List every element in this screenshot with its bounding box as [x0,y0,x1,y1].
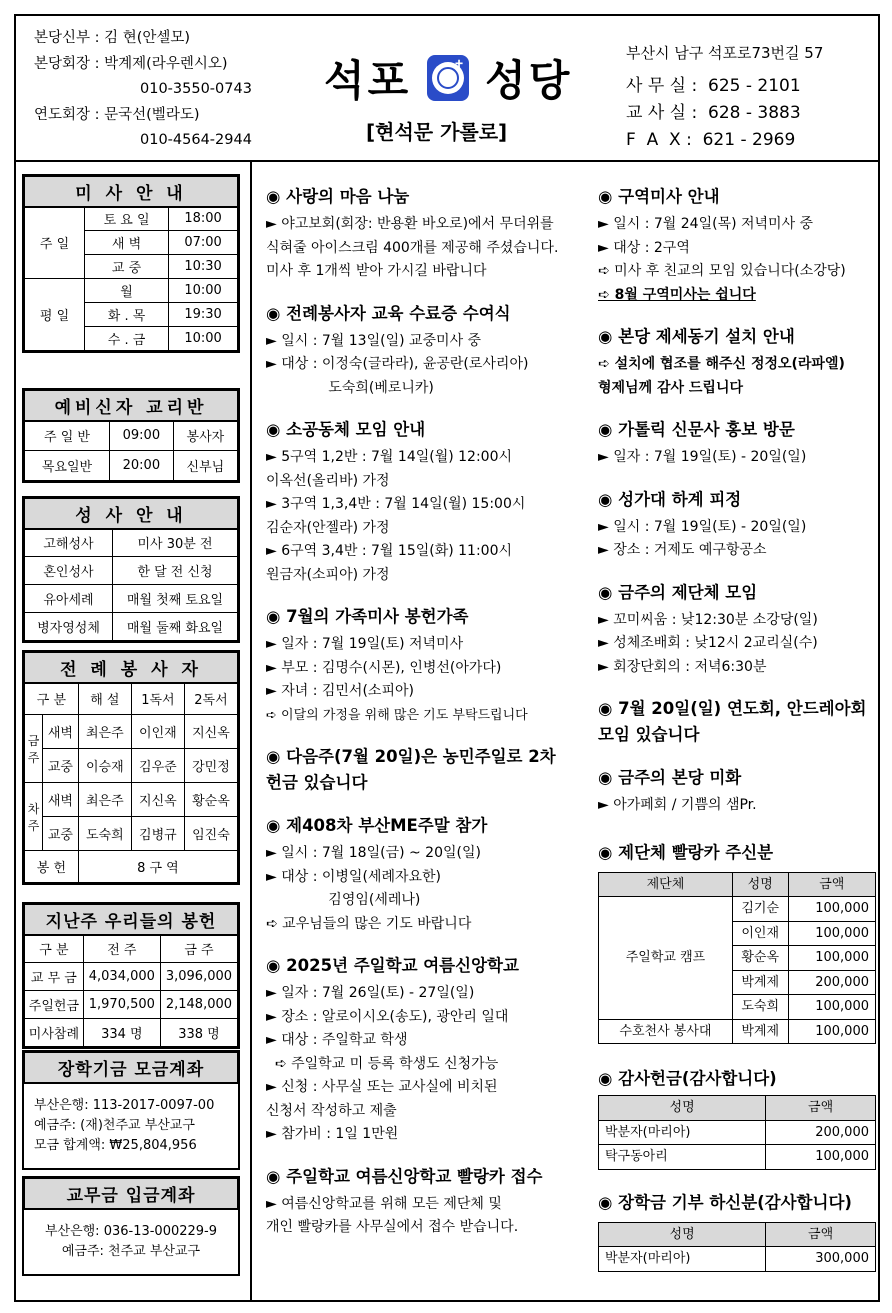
title-right: 성당 [485,56,573,105]
table-cell: 황순옥 [732,946,788,971]
notice-line: ► 일시 : 7월 19일(토) - 20일(일) [598,518,807,535]
notice [266,1164,566,1240]
notice-line: ➪ 주일학교 미 등록 학생도 신청가능 [266,1055,499,1072]
notice-line: 도숙희(베로니카) [266,379,434,396]
servers-head: 2독서 [184,683,237,715]
mass-cell: 18:00 [169,207,238,231]
patron-subtitle: [현석문 가롤로] [366,120,508,144]
middle-column [266,184,566,1257]
notice-line: ➪ 미사 후 친교의 모임 있습니다(소강당) [598,263,846,279]
notice-heading: ◉ 제단체 빨랑카 주신분 [598,842,774,862]
offering-cell: 2,148,000 [160,991,237,1019]
table-cell: 100,000 [788,921,875,946]
offering-title: 지난주 우리들의 봉헌 [25,905,238,935]
table-head: 금액 [788,872,875,897]
catechumen-cell: 목요일반 [25,451,110,481]
notice-line: 식혀줄 아이스크림 400개를 제공해 주셨습니다. [266,239,559,256]
acct-line: 부산은행: 036-13-000229-9 [44,1223,218,1239]
offering-cell: 338 명 [160,1019,237,1047]
sacrament-info [22,496,240,643]
mass-cell: 10:00 [169,279,238,303]
mass-cell: 10:00 [169,327,238,351]
table-cell: 300,000 [766,1247,876,1272]
server-cell: 새벽 [43,715,79,749]
offering-cell: 교 무 금 [25,963,84,991]
notice-heading: ◉ 감사헌금(감사합니다) [598,1069,777,1088]
notice-line: ► 자녀 : 김민서(소피아) [266,683,414,699]
table-cell: 박분자(마리아) [599,1247,766,1272]
church-acct-body [24,1210,238,1274]
notice-heading: ◉ 소공동체 모임 안내 [266,420,426,439]
notice-line: 이옥선(올리바) 가정 [266,472,390,489]
notice-line: ► 부모 : 김명수(시몬), 인병선(아가다) [266,659,502,676]
notice [598,765,878,818]
notice [266,604,566,727]
notice-line: ► 회장단회의 : 저녁6:30분 [598,658,767,675]
mass-cell: 수 . 금 [85,327,169,351]
table-cell: 김기순 [732,897,788,922]
notice-line: ► 대상 : 주일학교 학생 [266,1032,408,1048]
notice [266,184,566,284]
pastor: 본당신부 : 김 현(안셀모) [34,30,191,46]
notice-line: ► 일자 : 7월 19일(토) - 20일(일) [598,449,807,465]
contact-info [626,42,823,154]
fax: F A X : 621 - 2969 [626,130,796,150]
mass-cell: 교 중 [85,255,169,279]
offering-zone: 8 구 역 [78,851,237,883]
server-cell: 지신옥 [131,783,184,817]
notice-line: ► 장소 : 알로이시오(송도), 광안리 일대 [266,1008,509,1025]
notice-heading: ◉ 주일학교 여름신앙학교 빨랑카 접수 [266,1166,543,1186]
notice-line: ► 야고보회(회장: 반용환 바오로)에서 무더위를 [266,216,554,232]
notice-heading: ◉ 가톨릭 신문사 홍보 방문 [598,420,795,439]
sacrament-cell: 한 달 전 신청 [113,557,238,585]
catechumen-cell: 09:00 [109,421,173,451]
notice-heading: ◉ 사랑의 마음 나눔 [266,187,410,206]
next-week-label: 차주 [25,783,43,851]
notice-line: ► 5구역 1,2반 : 7월 14일(월) 12:00시 [266,449,513,465]
notice-line: ► 꼬미씨움 : 낮12:30분 소강당(일) [598,611,818,628]
offering-cell: 미사참례 [25,1019,84,1047]
table-cell: 박계제 [732,1019,788,1044]
table-cell: 200,000 [766,1120,876,1145]
notice-line: ► 참가비 : 1일 1만원 [266,1126,399,1142]
server-cell: 김우준 [131,749,184,783]
notice-line: ► 장소 : 거제도 예구항공소 [598,542,767,558]
acct-line: 모금 합계액: ₩25,804,956 [34,1137,197,1153]
table-cell: 100,000 [788,946,875,971]
notice-heading: ◉ 구역미사 안내 [598,187,720,206]
sacrament-cell: 혼인성사 [25,557,113,585]
mass-cell: 월 [85,279,169,303]
group-name: 주일학교 캠프 [599,897,733,1020]
notice-line: ► 신청 : 사무실 또는 교사실에 비치된 [266,1079,498,1095]
server-cell: 도숙희 [78,817,131,851]
offering-head: 구 분 [25,935,84,963]
table-head: 금액 [766,1096,876,1121]
office-phone: 사 무 실 : 625 - 2101 [626,76,801,96]
chairman: 본당회장 : 박계제(라우렌시오) [34,55,228,72]
church-title [324,48,572,108]
offering-cell: 주일헌금 [25,991,84,1019]
notice-heading: ◉ 7월의 가족미사 봉헌가족 [266,607,469,626]
notice-heading: ◉ 본당 제세동기 설치 안내 [598,327,795,346]
staff-info [34,26,252,154]
chairman-phone: 010-3550-0743 [140,81,252,97]
table-cell: 이인재 [732,921,788,946]
table-cell: 100,000 [766,1145,876,1170]
offering-cell: 3,096,000 [160,963,237,991]
table-cell: 100,000 [788,1019,875,1044]
title-left: 석포 [324,56,412,105]
notice-line: ► 대상 : 이병일(세례자요한) [266,868,441,885]
notice-heading: ◉ 장학금 기부 하신분(감사합니다) [598,1192,852,1212]
group-name: 수호천사 봉사대 [599,1019,733,1044]
notice-line: ► 일자 : 7월 26일(토) - 27일(일) [266,985,475,1001]
table-cell: 탁구동아리 [599,1145,766,1170]
liturgy-servers [22,650,240,885]
scholarship-acct-body [24,1084,238,1168]
notice-line: ► 일시 : 7월 18일(금) ~ 20일(일) [266,845,481,861]
server-cell: 임진숙 [184,817,237,851]
notice [266,301,566,401]
table-cell: 100,000 [788,897,875,922]
mass-schedule [22,174,240,353]
notice-heading: ◉ 금주의 제단체 모임 [598,582,758,602]
notice-line: ➪ 설치에 협조를 해주신 정정오(라파엘) [598,356,845,372]
thanks-section [598,1066,878,1170]
table-cell: 200,000 [788,970,875,995]
notice-line: ► 성체조배회 : 낮12시 2교리실(수) [598,635,818,651]
servers-head: 구 분 [25,683,79,715]
notice [266,813,566,936]
server-cell: 최은주 [78,783,131,817]
offering-cell: 1,970,500 [83,991,160,1019]
sunday-label: 주 일 [25,207,85,279]
elders: 연도회장 : 문국선(벨라도) [34,106,200,123]
right-column [598,184,878,1289]
notice-line: 신청서 작성하고 제출 [266,1102,397,1119]
notice-line: ► 6구역 3,4반 : 7월 15일(화) 11:00시 [266,543,513,559]
weekly-offering [22,902,240,1049]
sacrament-cell: 매월 첫째 토요일 [113,585,238,613]
mass-title: 미 사 안 내 [25,177,238,207]
mass-cell: 10:30 [169,255,238,279]
notice-line: ➪ 이달의 가정을 위해 많은 기도 부탁드립니다 [266,707,528,723]
mass-cell: 19:30 [169,303,238,327]
sacrament-title: 성 사 안 내 [25,499,238,529]
servers-head: 해 설 [78,683,131,715]
this-week-label: 금주 [25,715,43,783]
notice-heading: ◉ 2025년 주일학교 여름신앙학교 [266,956,519,975]
acct-line: 예금주: 천주교 부산교구 [61,1243,201,1259]
notice-line: 개인 빨랑카를 사무실에서 접수 받습니다. [266,1219,519,1235]
server-cell: 김병규 [131,817,184,851]
notice-heading: ◉ 7월 20일(일) 연도회, 안드레아회 모임 있습니다 [598,699,867,744]
notice [598,417,878,470]
scholarship-donors [598,1190,878,1272]
notice-line: ➪ 교우님들의 많은 기도 바랍니다 [266,915,472,932]
table-head: 제단체 [599,872,733,897]
server-cell: 강민정 [184,749,237,783]
header [16,16,878,162]
mass-cell: 새 벽 [85,231,169,255]
notice [266,953,566,1147]
table-cell: 박분자(마리아) [599,1120,766,1145]
server-cell: 이승재 [78,749,131,783]
sacrament-cell: 병자영성체 [25,613,113,641]
notice [598,580,878,680]
notice-line: ► 일시 : 7월 13일(일) 교중미사 중 [266,332,482,349]
notice-heading: ◉ 제408차 부산ME주말 참가 [266,816,488,835]
address: 부산시 남구 석포로73번길 57 [626,44,824,62]
notice-heading: ◉ 다음주(7월 20일)은 농민주일로 2차 헌금 있습니다 [266,747,556,792]
notice-line: 형제님께 감사 드립니다 [598,379,743,396]
sacrament-cell: 고해성사 [25,529,113,557]
offering-cell: 4,034,000 [83,963,160,991]
server-cell: 교중 [43,817,79,851]
notice-heading: ◉ 금주의 본당 미화 [598,768,742,787]
sacrament-cell: 미사 30분 전 [113,529,238,557]
server-cell: 지신옥 [184,715,237,749]
offering-label: 봉 헌 [25,851,79,883]
notice-line: ► 대상 : 2구역 [598,239,690,256]
catechumen-cell: 신부님 [173,451,237,481]
notice-line: ► 3구역 1,3,4반 : 7월 14일(월) 15:00시 [266,496,526,512]
notice-line: 김순자(안젤라) 가정 [266,519,390,536]
palanca-section [598,840,878,1045]
teacher-phone: 교 사 실 : 628 - 3883 [626,103,801,123]
notice-line: 원금자(소피아) 가정 [266,566,390,583]
notice-line: 김영임(세레나) [266,892,421,908]
scholarship-account [22,1050,240,1170]
scholarship-acct-title: 장학기금 모금계좌 [25,1053,238,1083]
notice [598,696,878,748]
server-cell: 새벽 [43,783,79,817]
palanca-table [598,872,876,1045]
notice [598,324,878,400]
offering-head: 전 주 [83,935,160,963]
church-logo-icon: ✝ [427,55,469,101]
catechumen-cell: 주 일 반 [25,421,110,451]
table-cell: 도숙희 [732,995,788,1020]
mass-cell: 토 요 일 [85,207,169,231]
catechumen-cell: 20:00 [109,451,173,481]
notice-line: ► 아가페회 / 기쁨의 샘Pr. [598,797,757,813]
church-account [22,1176,240,1276]
notice [598,487,878,563]
server-cell: 교중 [43,749,79,783]
offering-head: 금 주 [160,935,237,963]
server-cell: 황순옥 [184,783,237,817]
table-cell: 100,000 [788,995,875,1020]
scholar-table [598,1222,876,1272]
sacrament-cell: 매월 둘째 화요일 [113,613,238,641]
catechumen-class [22,388,240,483]
bulletin-frame [14,14,880,1302]
notice [266,417,566,587]
sacrament-cell: 유아세례 [25,585,113,613]
catechumen-cell: 봉사자 [173,421,237,451]
server-cell: 최은주 [78,715,131,749]
mass-cell: 화 . 목 [85,303,169,327]
table-head: 성명 [599,1096,766,1121]
table-head: 성명 [732,872,788,897]
acct-line: 부산은행: 113-2017-0097-00 [34,1097,215,1113]
church-acct-title: 교무금 입금계좌 [25,1179,238,1209]
notice-heading: ◉ 성가대 하계 피정 [598,489,742,509]
weekday-label: 평 일 [25,279,85,351]
notice [266,744,566,796]
catechumen-title: 예비신자 교리반 [25,391,238,421]
elders-phone: 010-4564-2944 [140,132,252,148]
notice-line: ► 일자 : 7월 19일(토) 저녁미사 [266,636,464,652]
thanks-table [598,1095,876,1170]
mass-cell: 07:00 [169,231,238,255]
acct-line: 예금주: (재)천주교 부산교구 [34,1117,195,1133]
server-cell: 이인재 [131,715,184,749]
notice-line: ► 일시 : 7월 24일(목) 저녁미사 중 [598,216,814,232]
notice [598,184,878,307]
offering-cell: 334 명 [83,1019,160,1047]
left-column [16,162,252,1300]
table-head: 금액 [766,1222,876,1247]
notice-line: 미사 후 1개씩 받아 가시길 바랍니다 [266,263,487,279]
servers-title: 전 례 봉 사 자 [25,653,238,683]
table-cell: 박계제 [732,970,788,995]
table-head: 성명 [599,1222,766,1247]
notice-line: ► 여름신앙학교를 위해 모든 제단체 및 [266,1195,502,1212]
notice-line: ➪ 8월 구역미사는 쉽니다 [598,286,756,303]
servers-head: 1독서 [131,683,184,715]
notice-line: ► 대상 : 이정숙(글라라), 윤공란(로사리아) [266,356,529,372]
notice-heading: ◉ 전례봉사자 교육 수료증 수여식 [266,303,511,323]
